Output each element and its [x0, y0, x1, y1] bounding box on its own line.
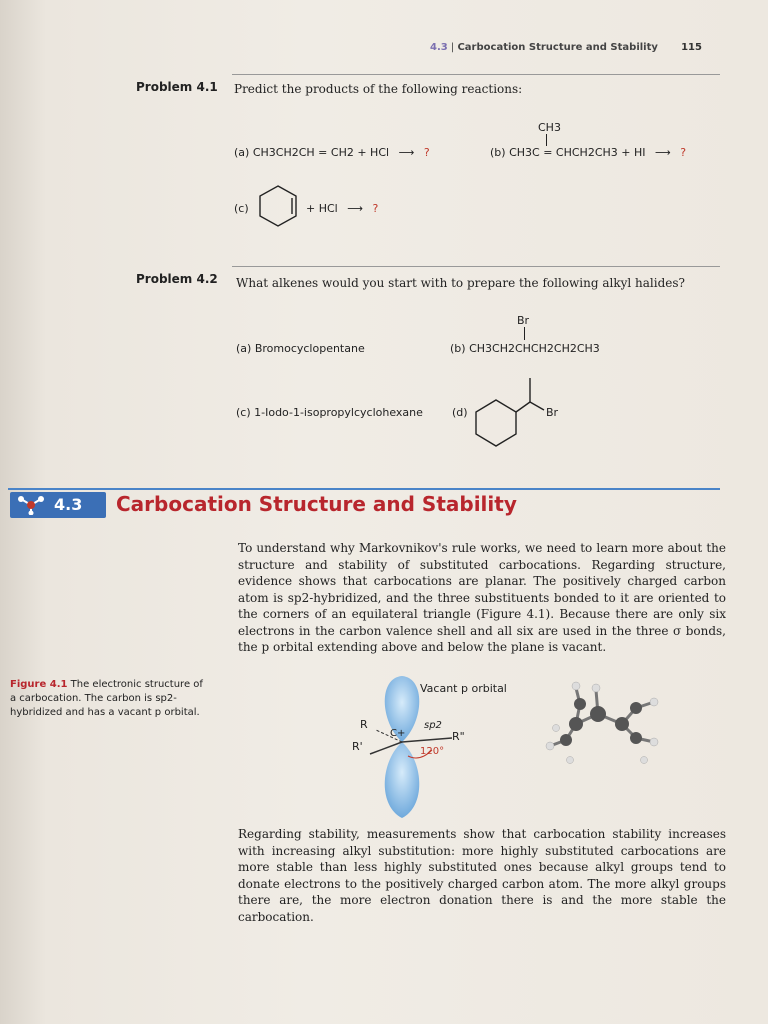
paragraph-structure: To understand why Markovnikov's rule works, we need to learn more about the structure and stability of substituted carbocations. Regarding structure, evidence shows that carbocations are planar. The positively charged carbon atom is sp2-hybridized, and the three substituents bonded to it are oriented to the corners of an equilateral triangle (Figure 4.1). Because there are only six electrons in the carbon valence shell and all six are used in the three σ bonds, the p orbital extending above and below the plane is vacant. [238, 541, 726, 654]
figure-caption [10, 678, 206, 720]
reaction-b [490, 146, 686, 159]
problem-4-2-c: (c) 1-Iodo-1-isopropylcyclohexane [236, 406, 423, 419]
header-separator: | [450, 42, 455, 53]
cyclohexene-icon [254, 182, 302, 230]
section-divider [8, 488, 720, 490]
reaction-a [234, 146, 430, 159]
section-title: Carbocation Structure and Stability [116, 492, 517, 516]
molecule-icon [16, 495, 46, 515]
label-r-double-prime: R" [452, 730, 465, 743]
problem-4-2-d-br: Br [546, 406, 559, 419]
figure-caption-label: Figure 4.1 [10, 679, 68, 690]
paragraph-stability: Regarding stability, measurements show that carbocation stability increases with increasing alkyl substitution: more highly substituted carbocations are more stable than less highly substituted ones because alkyl groups tend to donate electrons to the positively charged carbon atom. The more alkyl groups there are, the more electron donation there is and the more stable the carbocation. [238, 827, 726, 924]
reaction-c-label: (c) [234, 202, 249, 215]
problem-4-2-d-label: (d) [452, 406, 468, 419]
section-badge [10, 492, 106, 518]
page-number: 115 [681, 42, 702, 53]
label-r-prime: R' [352, 740, 363, 753]
reaction-a-product: ? [423, 146, 430, 159]
vacant-orbital-label: Vacant p orbital [420, 682, 507, 695]
header-section-number: 4.3 [430, 42, 448, 53]
lower-lobe [385, 742, 420, 818]
section-number: 4.3 [54, 495, 83, 514]
problem-4-2-b-br: Br [517, 314, 530, 327]
problem-4-1-question: Predict the products of the following reactions: [234, 82, 523, 96]
reaction-b-reactant: CH3C = CHCH2CH3 + HI [509, 146, 646, 159]
label-sp2: sp2 [424, 720, 442, 731]
header-title: Carbocation Structure and Stability [457, 42, 658, 53]
label-c-plus: C+ [390, 728, 406, 739]
problem-4-1-label: Problem 4.1 [136, 80, 218, 94]
reaction-a-label: (a) [234, 146, 250, 159]
label-r: R [360, 718, 368, 731]
label-angle: 120° [420, 746, 445, 757]
problem-4-2-a: (a) Bromocyclopentane [236, 342, 365, 355]
reaction-a-reactant: CH3CH2CH = CH2 + HCl [252, 146, 390, 159]
problem-4-2-b-bond [524, 327, 525, 340]
problem-4-2-b [450, 342, 600, 355]
problem-4-2-b-formula: CH3CH2CHCH2CH2CH3 [469, 342, 600, 355]
reaction-b-product: ? [680, 146, 687, 159]
problem-rule [232, 74, 720, 75]
ball-and-stick-model-icon [536, 680, 666, 770]
reaction-c-product: ? [372, 202, 379, 215]
reaction-b-ch3: CH3 [538, 121, 561, 134]
problem-4-2-label: Problem 4.2 [136, 272, 218, 286]
running-header [430, 42, 702, 53]
reaction-c-reagent: + HCl [306, 202, 338, 215]
reaction-b-bond [546, 134, 547, 146]
problem-rule [232, 266, 720, 267]
reaction-b-label: (b) [490, 146, 506, 159]
arrow-icon: ⟶ [398, 146, 415, 159]
figure-caption-text: The electronic structure of a carbocation. The carbon is sp2-hybridized and has a vacant p orbital. [10, 679, 203, 718]
problem-4-2-b-label: (b) [450, 342, 466, 355]
arrow-icon: ⟶ [655, 146, 671, 159]
arrow-icon: ⟶ [347, 202, 364, 215]
reaction-c [306, 202, 378, 215]
problem-4-2-question: What alkenes would you start with to prepare the following alkyl halides? [236, 276, 685, 290]
